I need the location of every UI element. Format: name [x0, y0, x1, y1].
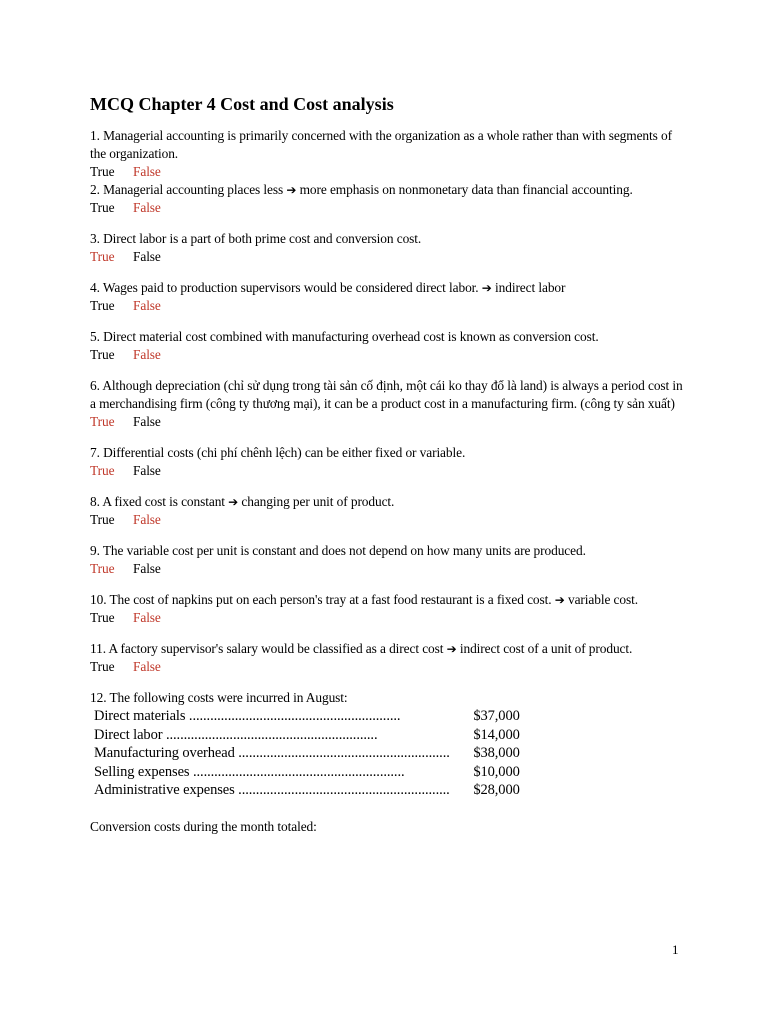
question-stem	[90, 444, 690, 462]
question-8	[90, 493, 690, 529]
cost-table	[94, 707, 520, 800]
cost-row	[94, 707, 520, 726]
arrow-right-icon: ➔	[554, 593, 565, 607]
question-6	[90, 377, 690, 431]
question-stem	[90, 493, 690, 511]
cost-amount: $38,000	[473, 745, 520, 761]
cost-row	[94, 763, 520, 782]
cost-label: Manufacturing overhead	[94, 745, 235, 761]
page-number: 1	[672, 942, 679, 957]
cost-label: Selling expenses	[94, 763, 190, 780]
question-text: 1. Managerial accounting is primarily concerned with the organization as a whole rather than with segments of the organization.	[90, 128, 672, 161]
answer-option-true: True	[90, 414, 115, 429]
question-1	[90, 127, 690, 181]
question-stem	[90, 127, 690, 163]
question-text: 8. A fixed cost is constant	[90, 494, 225, 509]
answer-option-true: True	[90, 249, 115, 264]
dot-leader: ............................................................	[234, 782, 450, 798]
question-stem	[90, 542, 690, 560]
question-correction: indirect cost of a unit of product.	[459, 641, 633, 656]
question-stem	[90, 377, 690, 413]
question-stem	[90, 328, 690, 346]
cost-amount: $14,000	[473, 726, 520, 743]
question-stem	[90, 230, 690, 248]
dot-leader: ............................................................	[189, 763, 405, 780]
cost-row	[94, 781, 520, 800]
dot-leader: ............................................................	[234, 745, 450, 761]
question-correction: changing per unit of product.	[241, 494, 395, 509]
page-content	[90, 92, 690, 836]
answer-options	[90, 346, 690, 364]
dot-leader: ............................................................	[185, 708, 401, 724]
answer-options	[90, 199, 690, 217]
question-text: 11. A factory supervisor's salary would be classified as a direct cost	[90, 641, 444, 656]
question-9	[90, 542, 690, 578]
answer-option-true: True	[90, 610, 115, 625]
question-text: 6. Although depreciation (chỉ sử dụng trong tài sản cố định, một cái ko thay đổ là land) is always a period cost in a merchandising firm (công ty thương mại), it can be a product cost in a manufacturing firm. (công ty sản xuất)	[90, 378, 683, 411]
question-12	[90, 689, 690, 836]
question-correction: indirect labor	[495, 280, 566, 295]
cost-label-cell	[94, 781, 450, 800]
answer-option-false: False	[133, 347, 161, 362]
cost-amount: $10,000	[473, 763, 520, 780]
answer-option-true: True	[90, 659, 115, 674]
answer-options	[90, 297, 690, 315]
answer-option-false: False	[133, 561, 161, 576]
question-list	[90, 127, 690, 676]
answer-options	[90, 609, 690, 627]
answer-option-true: True	[90, 347, 115, 362]
question-correction: variable cost.	[567, 592, 638, 607]
cost-row	[94, 726, 520, 745]
answer-options	[90, 511, 690, 529]
answer-option-true: True	[90, 561, 115, 576]
answer-option-true: True	[90, 298, 115, 313]
answer-options	[90, 462, 690, 480]
cost-label-cell	[94, 707, 450, 726]
question-text: 5. Direct material cost combined with manufacturing overhead cost is known as conversion cost.	[90, 329, 599, 344]
question-11	[90, 640, 690, 676]
question-stem	[90, 640, 690, 658]
answer-options	[90, 560, 690, 578]
arrow-right-icon: ➔	[286, 183, 297, 197]
question-10	[90, 591, 690, 627]
answer-option-true: True	[90, 200, 115, 215]
answer-option-false: False	[133, 610, 161, 625]
answer-option-true: True	[90, 164, 115, 179]
question-text: 4. Wages paid to production supervisors would be considered direct labor.	[90, 280, 479, 295]
answer-options	[90, 413, 690, 431]
arrow-right-icon: ➔	[446, 642, 457, 656]
question-stem: 12. The following costs were incurred in August:	[90, 690, 348, 705]
answer-option-false: False	[133, 659, 161, 674]
cost-label: Direct materials	[94, 708, 186, 724]
question-stem	[90, 591, 690, 609]
cost-label: Direct labor	[94, 726, 163, 743]
question-followup: Conversion costs during the month totaled:	[90, 818, 317, 834]
answer-options	[90, 248, 690, 266]
question-2	[90, 181, 690, 217]
answer-option-false: False	[133, 298, 161, 313]
question-stem	[90, 279, 690, 297]
cost-row	[94, 744, 520, 763]
answer-option-true: True	[90, 512, 115, 527]
question-5	[90, 328, 690, 364]
arrow-right-icon: ➔	[228, 495, 239, 509]
question-3	[90, 230, 690, 266]
question-text: 7. Differential costs (chi phí chênh lệch) can be either fixed or variable.	[90, 445, 466, 460]
arrow-right-icon: ➔	[481, 281, 492, 295]
answer-option-false: False	[133, 164, 161, 179]
cost-label: Administrative expenses	[94, 782, 235, 798]
question-4	[90, 279, 690, 315]
answer-options	[90, 658, 690, 676]
question-text: 3. Direct labor is a part of both prime cost and conversion cost.	[90, 231, 422, 246]
answer-option-true: True	[90, 463, 115, 478]
answer-option-false: False	[133, 414, 161, 429]
question-stem	[90, 181, 690, 199]
cost-label-cell	[94, 744, 450, 763]
question-text: 9. The variable cost per unit is constant and does not depend on how many units are produced.	[90, 543, 586, 558]
dot-leader: ............................................................	[162, 726, 378, 743]
question-7	[90, 444, 690, 480]
cost-label-cell	[94, 763, 450, 782]
answer-option-false: False	[133, 249, 161, 264]
answer-option-false: False	[133, 200, 161, 215]
answer-option-false: False	[133, 512, 161, 527]
page-title: MCQ Chapter 4 Cost and Cost analysis	[90, 94, 394, 114]
cost-amount: $28,000	[473, 782, 520, 798]
answer-option-false: False	[133, 463, 161, 478]
cost-label-cell	[94, 726, 450, 745]
question-text: 2. Managerial accounting places less	[90, 182, 284, 197]
answer-options	[90, 163, 690, 181]
question-text: 10. The cost of napkins put on each person's tray at a fast food restaurant is a fixed cost.	[90, 592, 552, 607]
cost-amount: $37,000	[473, 708, 520, 724]
question-correction: more emphasis on nonmonetary data than financial accounting.	[299, 182, 633, 197]
